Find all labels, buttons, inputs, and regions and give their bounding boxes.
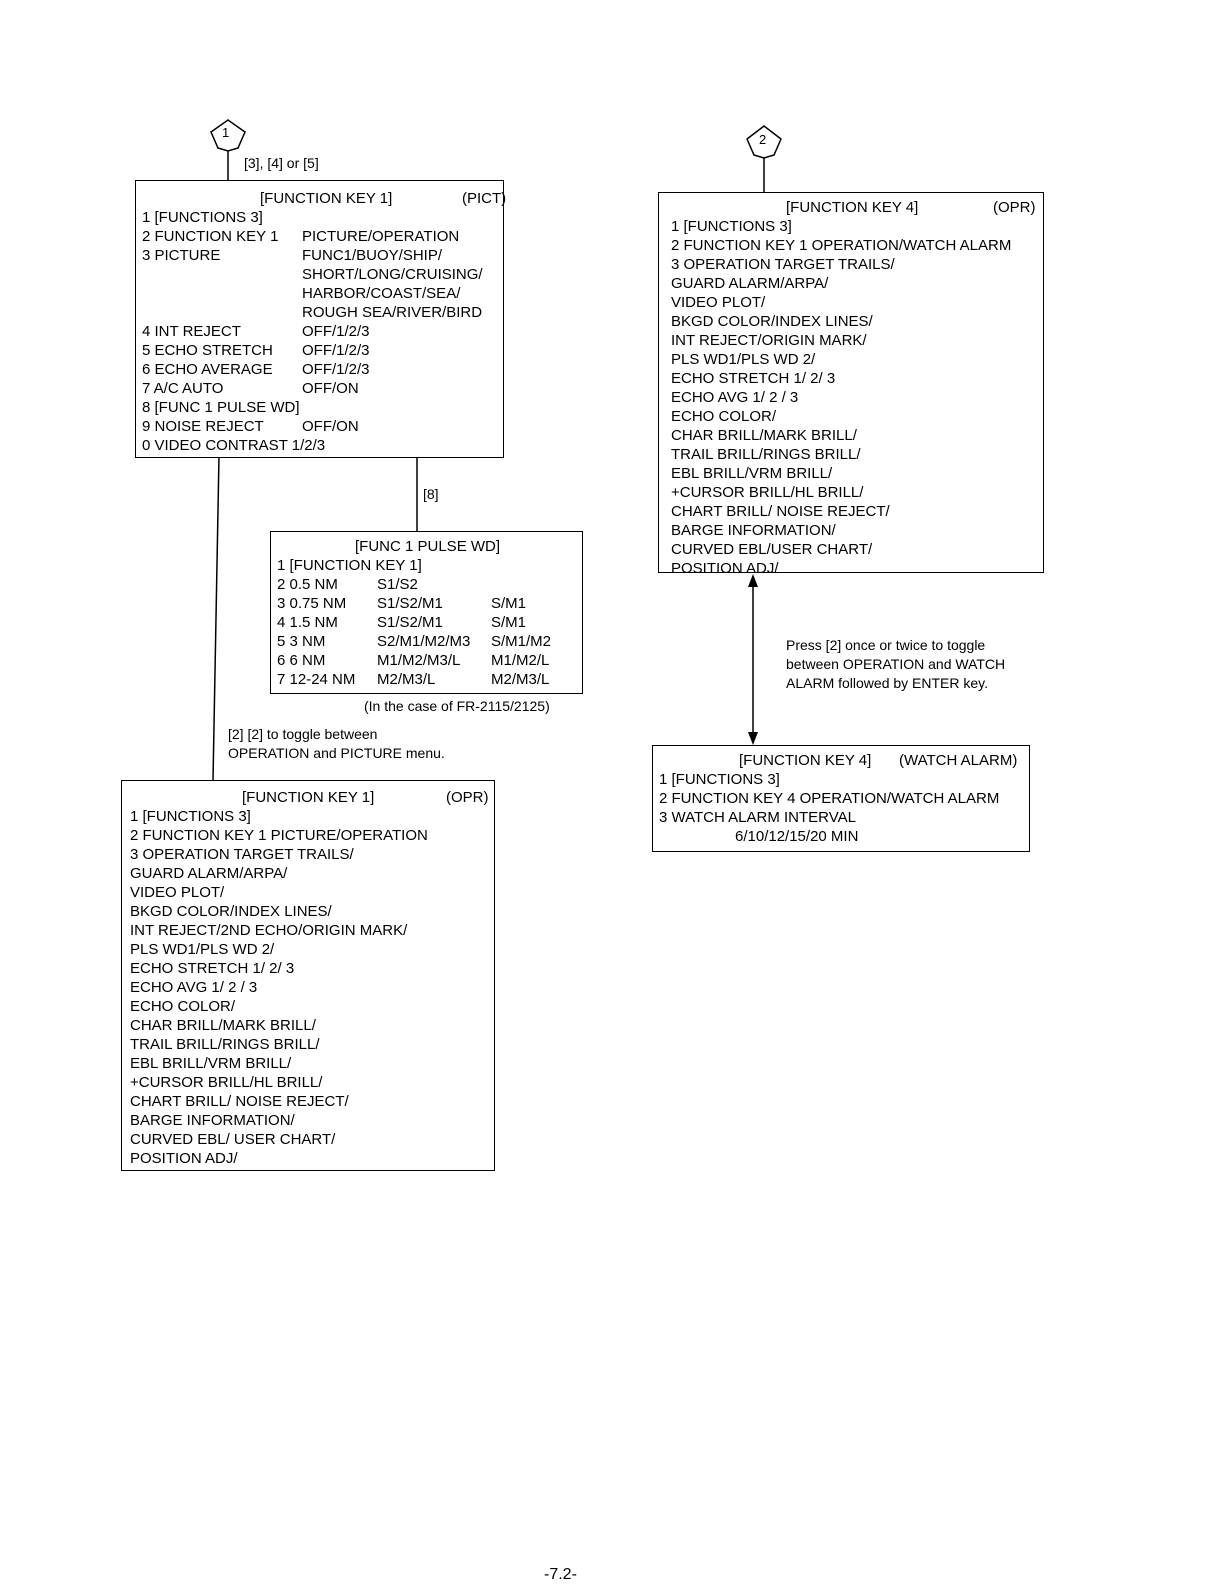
menu-item <box>142 208 503 227</box>
menu-item-text: GUARD ALARM/ARPA/ <box>671 275 829 292</box>
menu-item <box>142 341 503 360</box>
menu-item <box>277 575 582 594</box>
menu-item-text: ECHO STRETCH 1/ 2/ 3 <box>130 960 295 977</box>
menu-item <box>671 559 1043 578</box>
menu-item-text: S/M1 <box>491 614 527 631</box>
function-key-4-watch-alarm-menu <box>652 745 1030 852</box>
menu-item <box>671 312 1043 331</box>
menu-item <box>130 845 494 864</box>
menu-item-text: OFF/1/2/3 <box>302 361 370 378</box>
menu-title: [FUNCTION KEY 1] <box>260 190 393 207</box>
menu-item-text: 6 6 NM <box>277 652 326 669</box>
menu-item-text: M2/M3/L <box>377 671 436 688</box>
menu-item-text: +CURSOR BRILL/HL BRILL/ <box>671 484 864 501</box>
menu-item-text: 0 VIDEO CONTRAST 1/2/3 <box>142 437 326 454</box>
menu-item-text: CHAR BRILL/MARK BRILL/ <box>671 427 857 444</box>
menu-item-text: ECHO STRETCH 1/ 2/ 3 <box>671 370 836 387</box>
menu-item-text: POSITION ADJ/ <box>671 560 779 577</box>
menu-item-text: EBL BRILL/VRM BRILL/ <box>130 1055 292 1072</box>
menu-item-text: BARGE INFORMATION/ <box>130 1112 295 1129</box>
menu-item <box>659 827 1029 846</box>
toggle-note-line-1: [2] [2] to toggle between <box>228 726 378 742</box>
case-note: (In the case of FR-2115/2125) <box>364 698 550 714</box>
menu-item <box>671 483 1043 502</box>
menu-item <box>142 303 503 322</box>
menu-item-text: 3 OPERATION TARGET TRAILS/ <box>130 846 354 863</box>
menu-item-text: PLS WD1/PLS WD 2/ <box>130 941 275 958</box>
menu-item <box>659 789 1029 808</box>
menu-item <box>671 274 1043 293</box>
menu-item-text: ECHO COLOR/ <box>130 998 236 1015</box>
menu-mode: (OPR) <box>446 789 489 806</box>
menu-item-text: M1/M2/M3/L <box>377 652 461 669</box>
menu-item-text: M2/M3/L <box>491 671 550 688</box>
menu-item-text: CHART BRILL/ NOISE REJECT/ <box>671 503 890 520</box>
menu-item-text: CURVED EBL/USER CHART/ <box>671 541 873 558</box>
menu-item <box>130 940 494 959</box>
menu-item-text: 5 ECHO STRETCH <box>142 342 273 359</box>
menu-item-text: OFF/1/2/3 <box>302 323 370 340</box>
page-number: -7.2- <box>544 1566 577 1583</box>
menu-item <box>671 388 1043 407</box>
menu-item <box>671 236 1043 255</box>
menu-item-text: 1 [FUNCTIONS 3] <box>659 771 780 788</box>
menu-item-text: GUARD ALARM/ARPA/ <box>130 865 288 882</box>
menu-item-text: 2 FUNCTION KEY 4 OPERATION/WATCH ALARM <box>659 790 1000 807</box>
menu-header <box>659 751 1029 770</box>
menu-item <box>671 293 1043 312</box>
menu-item <box>130 826 494 845</box>
function-key-4-opr-menu <box>658 192 1044 577</box>
menu-item <box>277 632 582 651</box>
menu-mode: (OPR) <box>993 199 1036 216</box>
menu-item-text: 4 INT REJECT <box>142 323 241 340</box>
menu-mode: (WATCH ALARM) <box>899 752 1018 769</box>
menu-item-text: 3 0.75 NM <box>277 595 347 612</box>
menu-item-text: BARGE INFORMATION/ <box>671 522 836 539</box>
menu-item-text: BKGD COLOR/INDEX LINES/ <box>130 903 332 920</box>
menu-item <box>130 997 494 1016</box>
menu-item <box>130 864 494 883</box>
menu-header <box>671 198 1043 217</box>
menu-item <box>142 227 503 246</box>
menu-item <box>277 594 582 613</box>
menu-item-text: 1 [FUNCTIONS 3] <box>671 218 792 235</box>
menu-item-text: ROUGH SEA/RIVER/BIRD <box>302 304 483 321</box>
menu-item <box>130 1092 494 1111</box>
menu-item-text: BKGD COLOR/INDEX LINES/ <box>671 313 873 330</box>
menu-item-text: 2 0.5 NM <box>277 576 338 593</box>
menu-item-text: EBL BRILL/VRM BRILL/ <box>671 465 833 482</box>
menu-item <box>671 217 1043 236</box>
menu-item-text: VIDEO PLOT/ <box>130 884 225 901</box>
menu-item <box>142 436 503 455</box>
menu-item <box>130 1054 494 1073</box>
menu-item-text: PICTURE/OPERATION <box>302 228 460 245</box>
menu-item <box>671 540 1043 559</box>
menu-item-text: TRAIL BRILL/RINGS BRILL/ <box>671 446 861 463</box>
menu-item-text: 1 [FUNCTIONS 3] <box>130 808 251 825</box>
press-note-line-1: Press [2] once or twice to toggle <box>786 637 986 653</box>
menu-item <box>671 502 1043 521</box>
menu-item-text: 1 [FUNCTIONS 3] <box>142 209 263 226</box>
menu-item <box>671 350 1043 369</box>
menu-item <box>130 978 494 997</box>
menu-item <box>671 369 1043 388</box>
menu-header <box>142 189 507 208</box>
menu-item <box>130 883 494 902</box>
menu-item-text: S1/S2/M1 <box>377 595 443 612</box>
menu-item-text: CHAR BRILL/MARK BRILL/ <box>130 1017 316 1034</box>
menu-item-text: 3 OPERATION TARGET TRAILS/ <box>671 256 895 273</box>
menu-item <box>659 770 1029 789</box>
menu-item-text: S1/S2/M1 <box>377 614 443 631</box>
menu-item-text: S2/M1/M2/M3 <box>377 633 471 650</box>
function-key-1-opr-menu <box>121 780 495 1171</box>
menu-item <box>130 1111 494 1130</box>
menu-item <box>142 265 503 284</box>
menu-item-text: OFF/1/2/3 <box>302 342 370 359</box>
menu-item-text: INT REJECT/2ND ECHO/ORIGIN MARK/ <box>130 922 408 939</box>
menu-item <box>671 464 1043 483</box>
menu-item-text: VIDEO PLOT/ <box>671 294 766 311</box>
menu-item-text: POSITION ADJ/ <box>130 1150 238 1167</box>
menu-item <box>277 670 582 689</box>
menu-item-text: ECHO COLOR/ <box>671 408 777 425</box>
menu-header <box>130 788 494 807</box>
menu-item <box>130 1149 494 1168</box>
menu-mode: (PICT) <box>462 190 507 207</box>
menu-title: [FUNCTION KEY 1] <box>242 789 375 806</box>
menu-item-text: S1/S2 <box>377 576 418 593</box>
menu-item <box>142 417 503 436</box>
marker-2-label: 2 <box>759 132 767 147</box>
menu-item-text: 5 3 NM <box>277 633 326 650</box>
menu-item-text: S/M1 <box>491 595 527 612</box>
menu-item-text: +CURSOR BRILL/HL BRILL/ <box>130 1074 323 1091</box>
menu-item-text: FUNC1/BUOY/SHIP/ <box>302 247 443 264</box>
menu-item <box>130 1016 494 1035</box>
menu-item-text: 6/10/12/15/20 MIN <box>735 828 859 845</box>
menu-item <box>277 651 582 670</box>
menu-title: [FUNCTION KEY 4] <box>739 752 872 769</box>
menu-item-text: OFF/ON <box>302 380 359 397</box>
menu-item <box>142 246 503 265</box>
pict-to-opr-line <box>213 456 219 780</box>
menu-item-text: ECHO AVG 1/ 2 / 3 <box>130 979 258 996</box>
menu-item-text: 9 NOISE REJECT <box>142 418 264 435</box>
menu-item <box>671 426 1043 445</box>
menu-item <box>142 398 503 417</box>
menu-item <box>277 613 582 632</box>
menu-item-text: 3 WATCH ALARM INTERVAL <box>659 809 856 826</box>
menu-item <box>142 284 503 303</box>
func-1-pulse-wd-menu <box>270 531 583 694</box>
menu-item <box>659 808 1029 827</box>
menu-item <box>277 556 582 575</box>
menu-item-text: M1/M2/L <box>491 652 550 669</box>
menu-item-text: 7 12-24 NM <box>277 671 356 688</box>
key-eight-label: [8] <box>423 486 439 502</box>
menu-item-text: CURVED EBL/ USER CHART/ <box>130 1131 336 1148</box>
menu-item <box>130 921 494 940</box>
toggle-note-line-2: OPERATION and PICTURE menu. <box>228 745 445 761</box>
menu-item-text: 3 PICTURE <box>142 247 221 264</box>
menu-item-text: 2 FUNCTION KEY 1 <box>142 228 279 245</box>
function-key-1-pict-menu <box>135 180 507 458</box>
menu-item <box>671 445 1043 464</box>
menu-item <box>671 255 1043 274</box>
menu-item-text: 4 1.5 NM <box>277 614 338 631</box>
menu-item-text: SHORT/LONG/CRUISING/ <box>302 266 483 283</box>
menu-item-text: 8 [FUNC 1 PULSE WD] <box>142 399 300 416</box>
menu-item <box>671 521 1043 540</box>
menu-item-text: INT REJECT/ORIGIN MARK/ <box>671 332 867 349</box>
menu-item-text: S/M1/M2 <box>491 633 552 650</box>
menu-item <box>130 1130 494 1149</box>
menu-item <box>142 360 503 379</box>
menu-item-text: ECHO AVG 1/ 2 / 3 <box>671 389 799 406</box>
menu-item <box>671 331 1043 350</box>
arrow-down-head <box>748 732 758 745</box>
menu-title: [FUNCTION KEY 4] <box>786 199 919 216</box>
menu-item-text: HARBOR/COAST/SEA/ <box>302 285 461 302</box>
menu-item-text: 1 [FUNCTION KEY 1] <box>277 557 422 574</box>
menu-item-text: PLS WD1/PLS WD 2/ <box>671 351 816 368</box>
menu-item <box>142 322 503 341</box>
menu-item-text: TRAIL BRILL/RINGS BRILL/ <box>130 1036 320 1053</box>
menu-item-text: OFF/ON <box>302 418 359 435</box>
menu-item <box>130 959 494 978</box>
menu-item <box>142 379 503 398</box>
marker-1-label: 1 <box>222 125 230 140</box>
menu-item <box>130 1035 494 1054</box>
menu-item <box>130 902 494 921</box>
menu-item-text: 7 A/C AUTO <box>142 380 224 397</box>
press-note-line-3: ALARM followed by ENTER key. <box>786 675 989 691</box>
menu-item <box>130 807 494 826</box>
menu-item <box>671 407 1043 426</box>
menu-item-text: 6 ECHO AVERAGE <box>142 361 273 378</box>
menu-item-text: 2 FUNCTION KEY 1 PICTURE/OPERATION <box>130 827 428 844</box>
menu-title: [FUNC 1 PULSE WD] <box>355 538 501 555</box>
key-choice-label: [3], [4] or [5] <box>244 155 319 171</box>
press-note-line-2: between OPERATION and WATCH <box>786 656 1006 672</box>
menu-item-text: CHART BRILL/ NOISE REJECT/ <box>130 1093 349 1110</box>
menu-header <box>277 537 582 556</box>
menu-item <box>130 1073 494 1092</box>
menu-item-text: 2 FUNCTION KEY 1 OPERATION/WATCH ALARM <box>671 237 1012 254</box>
